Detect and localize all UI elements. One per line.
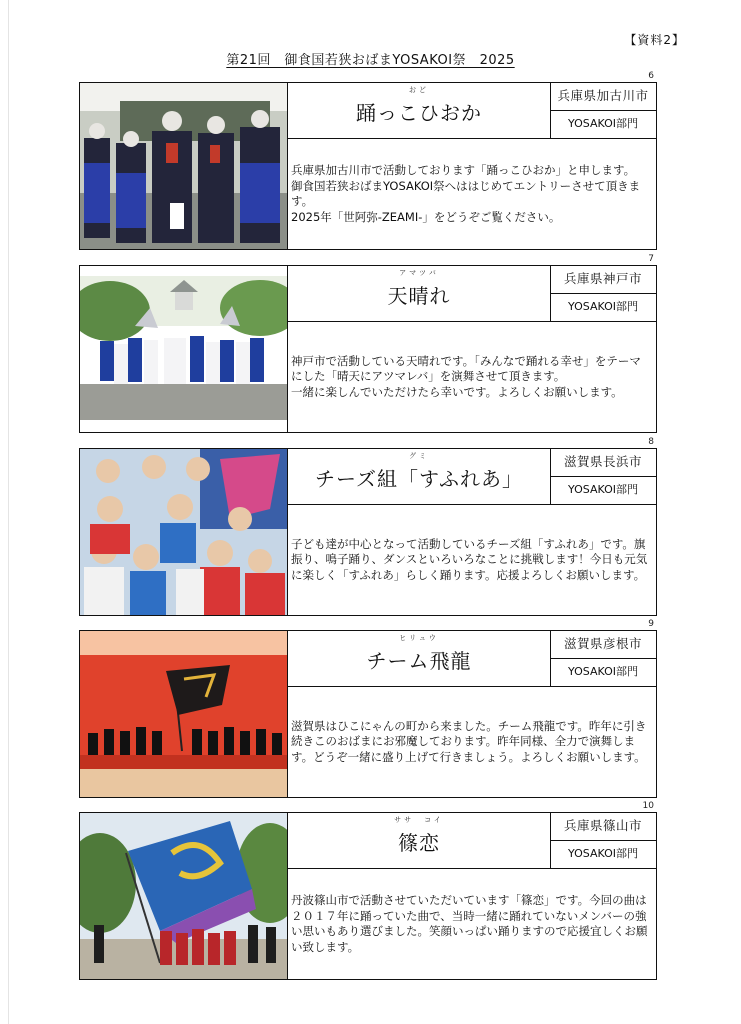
document-title bbox=[0, 49, 741, 68]
team-location: 兵庫県加古川市 bbox=[550, 83, 656, 111]
team-photo-sasakoi bbox=[80, 813, 288, 979]
team-name-cell bbox=[288, 449, 551, 505]
team-category: YOSAKOI部門 bbox=[550, 477, 656, 505]
team-description-text: 子ども達が中心となって活動しているチーズ組「すふれあ」です。旗振り、鳴子踊り、ダンスといろいろなことに挑戦します！今日も元気に楽しく「すふれあ」らしく踊ります。応援よろしくお願いします。 bbox=[291, 536, 648, 582]
team-location: 滋賀県長浜市 bbox=[550, 449, 656, 477]
team-entry-6 bbox=[79, 71, 657, 250]
team-name-ruby: ササ コイ bbox=[394, 816, 444, 824]
team-name-cell bbox=[288, 266, 551, 322]
entry-number: 9 bbox=[648, 619, 654, 629]
team-entry-7 bbox=[79, 254, 657, 433]
team-name: 踊っこひおか bbox=[356, 101, 482, 125]
team-description-text: 滋賀県はひこにゃんの町から来ました。チーム飛龍です。昨年に引き続きこのおばまにお邪魔しております。昨年同様、全力で演舞します。どうぞ一緒に盛り上げて行きましょう。よろしくお願いします。 bbox=[291, 718, 647, 764]
document-label: 【資料2】 bbox=[624, 33, 685, 47]
team-photo-cheese-gumi-soufflea bbox=[80, 449, 288, 615]
team-entry-10 bbox=[79, 801, 657, 980]
team-category: YOSAKOI部門 bbox=[550, 659, 656, 687]
team-name: チーズ組「すふれあ」 bbox=[315, 467, 523, 491]
team-location: 滋賀県彦根市 bbox=[550, 631, 656, 659]
team-photo-team-hiryu bbox=[80, 631, 288, 797]
team-location: 兵庫県篠山市 bbox=[550, 813, 656, 841]
team-name-ruby: グミ bbox=[409, 452, 429, 460]
team-entry-8 bbox=[79, 437, 657, 616]
team-name: チーム飛龍 bbox=[366, 649, 472, 673]
entry-number: 10 bbox=[642, 801, 654, 811]
entry-number: 6 bbox=[648, 71, 654, 81]
team-category: YOSAKOI部門 bbox=[550, 111, 656, 139]
team-description bbox=[288, 322, 656, 432]
team-description-text: 神戸市で活動している天晴れです。「みんなで踊れる幸せ」をテーマにした「晴天にアツマレバ」を演舞させて頂きます。 一緒に楽しんでいただけたら幸いです。よろしくお願いします。 bbox=[291, 353, 641, 399]
team-category: YOSAKOI部門 bbox=[550, 294, 656, 322]
team-name: 天晴れ bbox=[387, 284, 451, 308]
team-location: 兵庫県神戸市 bbox=[550, 266, 656, 294]
team-description-text: 兵庫県加古川市で活動しております「踊っこひおか」と申します。 御食国若狭おばまYOSAKOI祭へははじめてエントリーさせて頂きます。 2025年「世阿弥-ZEAMI-」をどうぞご覧ください。 bbox=[291, 163, 641, 224]
team-description bbox=[288, 687, 656, 797]
team-entry-9 bbox=[79, 619, 657, 798]
document-title-text: 第21回 御食国若狭おばまYOSAKOI祭 2025 bbox=[226, 53, 515, 68]
team-name: 篠恋 bbox=[398, 831, 440, 855]
team-photo-appare bbox=[80, 266, 288, 432]
team-name-cell bbox=[288, 631, 551, 687]
team-category: YOSAKOI部門 bbox=[550, 841, 656, 869]
team-name-ruby: アマツバ bbox=[399, 269, 439, 277]
entry-number: 7 bbox=[648, 254, 654, 264]
team-photo-odokko-hioka bbox=[80, 83, 288, 249]
team-name-ruby: おど bbox=[409, 86, 429, 94]
team-description-text: 丹波篠山市で活動させていただいています「篠恋」です。今回の曲は２０１７年に踊っていた曲で、当時一緒に踊れていないメンバーの強い思いもあり選びました。笑顔いっぱい踊りますので応援宜しくお願い致します。 bbox=[291, 893, 648, 954]
team-name-ruby: ヒリュウ bbox=[399, 634, 439, 642]
team-description bbox=[288, 869, 656, 979]
team-description bbox=[288, 505, 656, 615]
team-name-cell bbox=[288, 83, 551, 139]
entry-number: 8 bbox=[648, 437, 654, 447]
page-edge bbox=[8, 0, 9, 1024]
team-name-cell bbox=[288, 813, 551, 869]
team-description bbox=[288, 139, 656, 249]
